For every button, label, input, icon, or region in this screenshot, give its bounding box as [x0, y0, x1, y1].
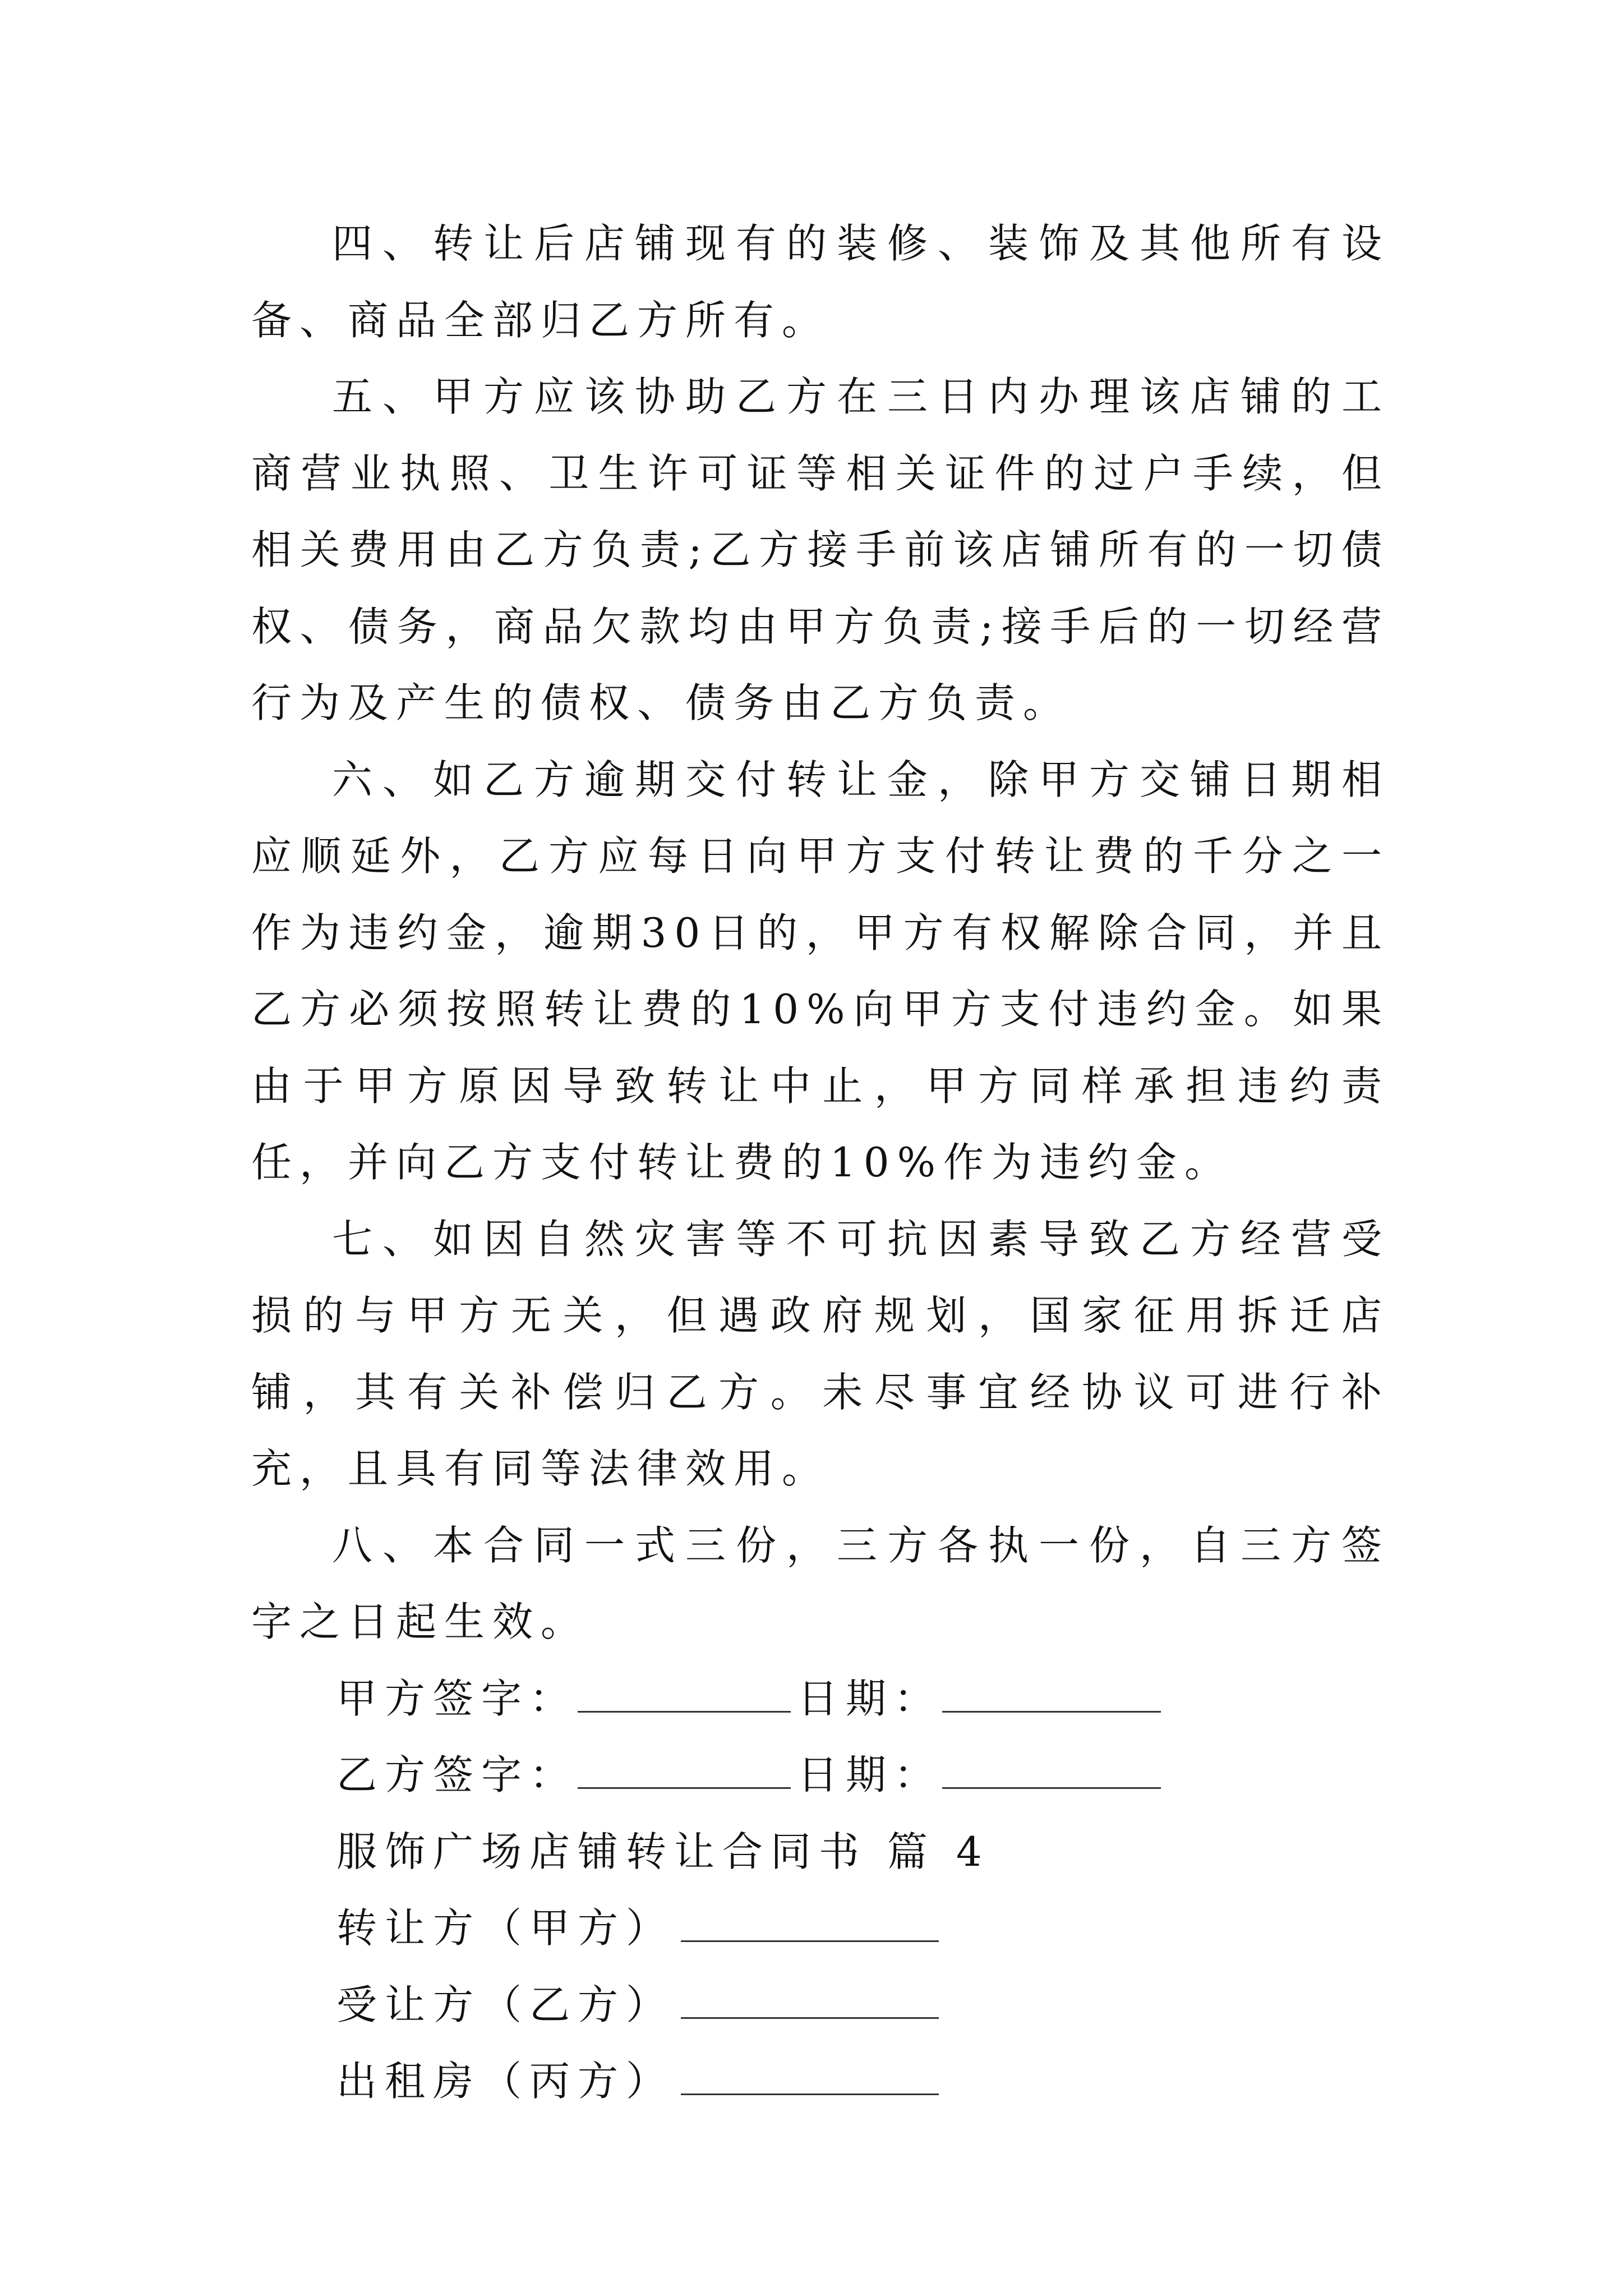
party-label: 出租房（丙方）	[336, 2058, 675, 2105]
party-label: 受让方（乙方）	[336, 1981, 675, 2028]
party-blank	[681, 1984, 939, 2019]
signature-blank	[578, 1754, 791, 1789]
signature-line-party-a	[251, 1660, 1390, 1737]
signature-label: 乙方签字：	[336, 1751, 578, 1798]
party-blank	[681, 1907, 939, 1942]
signature-blank	[578, 1677, 791, 1713]
date-blank	[942, 1754, 1161, 1789]
party-label: 转让方（甲方）	[336, 1904, 675, 1952]
clause-8: 八、本合同一式三份，三方各执一份，自三方签字之日起生效。	[251, 1521, 1390, 1645]
party-line-lessor	[251, 2043, 1390, 2120]
section-number: 篇 4	[887, 1828, 990, 1875]
clause-5: 五、甲方应该协助乙方在三日内办理该店铺的工商营业执照、卫生许可证等相关证件的过户手续，但相关费用由乙方负责;乙方接手前该店铺所有的一切债权、债务，商品欠款均由甲方负责;接手后的一切经营行为及产生的债权、债务由乙方负责。	[251, 373, 1390, 726]
party-blank	[681, 2060, 939, 2095]
party-line-transferor	[251, 1890, 1390, 1967]
contract-body	[251, 205, 1390, 2120]
clause-4: 四、转让后店铺现有的装修、装饰及其他所有设备、商品全部归乙方所有。	[251, 220, 1390, 344]
section-title: 服饰广场店铺转让合同书	[336, 1828, 868, 1875]
date-label: 日期：	[797, 1751, 943, 1798]
party-line-transferee	[251, 1967, 1390, 2044]
signature-line-party-b	[251, 1737, 1390, 1814]
date-blank	[942, 1677, 1161, 1713]
signature-label: 甲方签字：	[336, 1674, 578, 1722]
section-heading	[251, 1814, 1390, 1890]
clause-7: 七、如因自然灾害等不可抗因素导致乙方经营受损的与甲方无关，但遇政府规划，国家征用拆迁店铺，其有关补偿归乙方。未尽事宜经协议可进行补充，且具有同等法律效用。	[251, 1215, 1390, 1492]
date-label: 日期：	[797, 1674, 943, 1722]
clause-6: 六、如乙方逾期交付转让金，除甲方交铺日期相应顺延外，乙方应每日向甲方支付转让费的千分之一作为违约金，逾期30日的，甲方有权解除合同，并且乙方必须按照转让费的10%向甲方支付违约金。如果由于甲方原因导致转让中止，甲方同样承担违约责任，并向乙方支付转让费的10%作为违约金。	[251, 756, 1390, 1186]
